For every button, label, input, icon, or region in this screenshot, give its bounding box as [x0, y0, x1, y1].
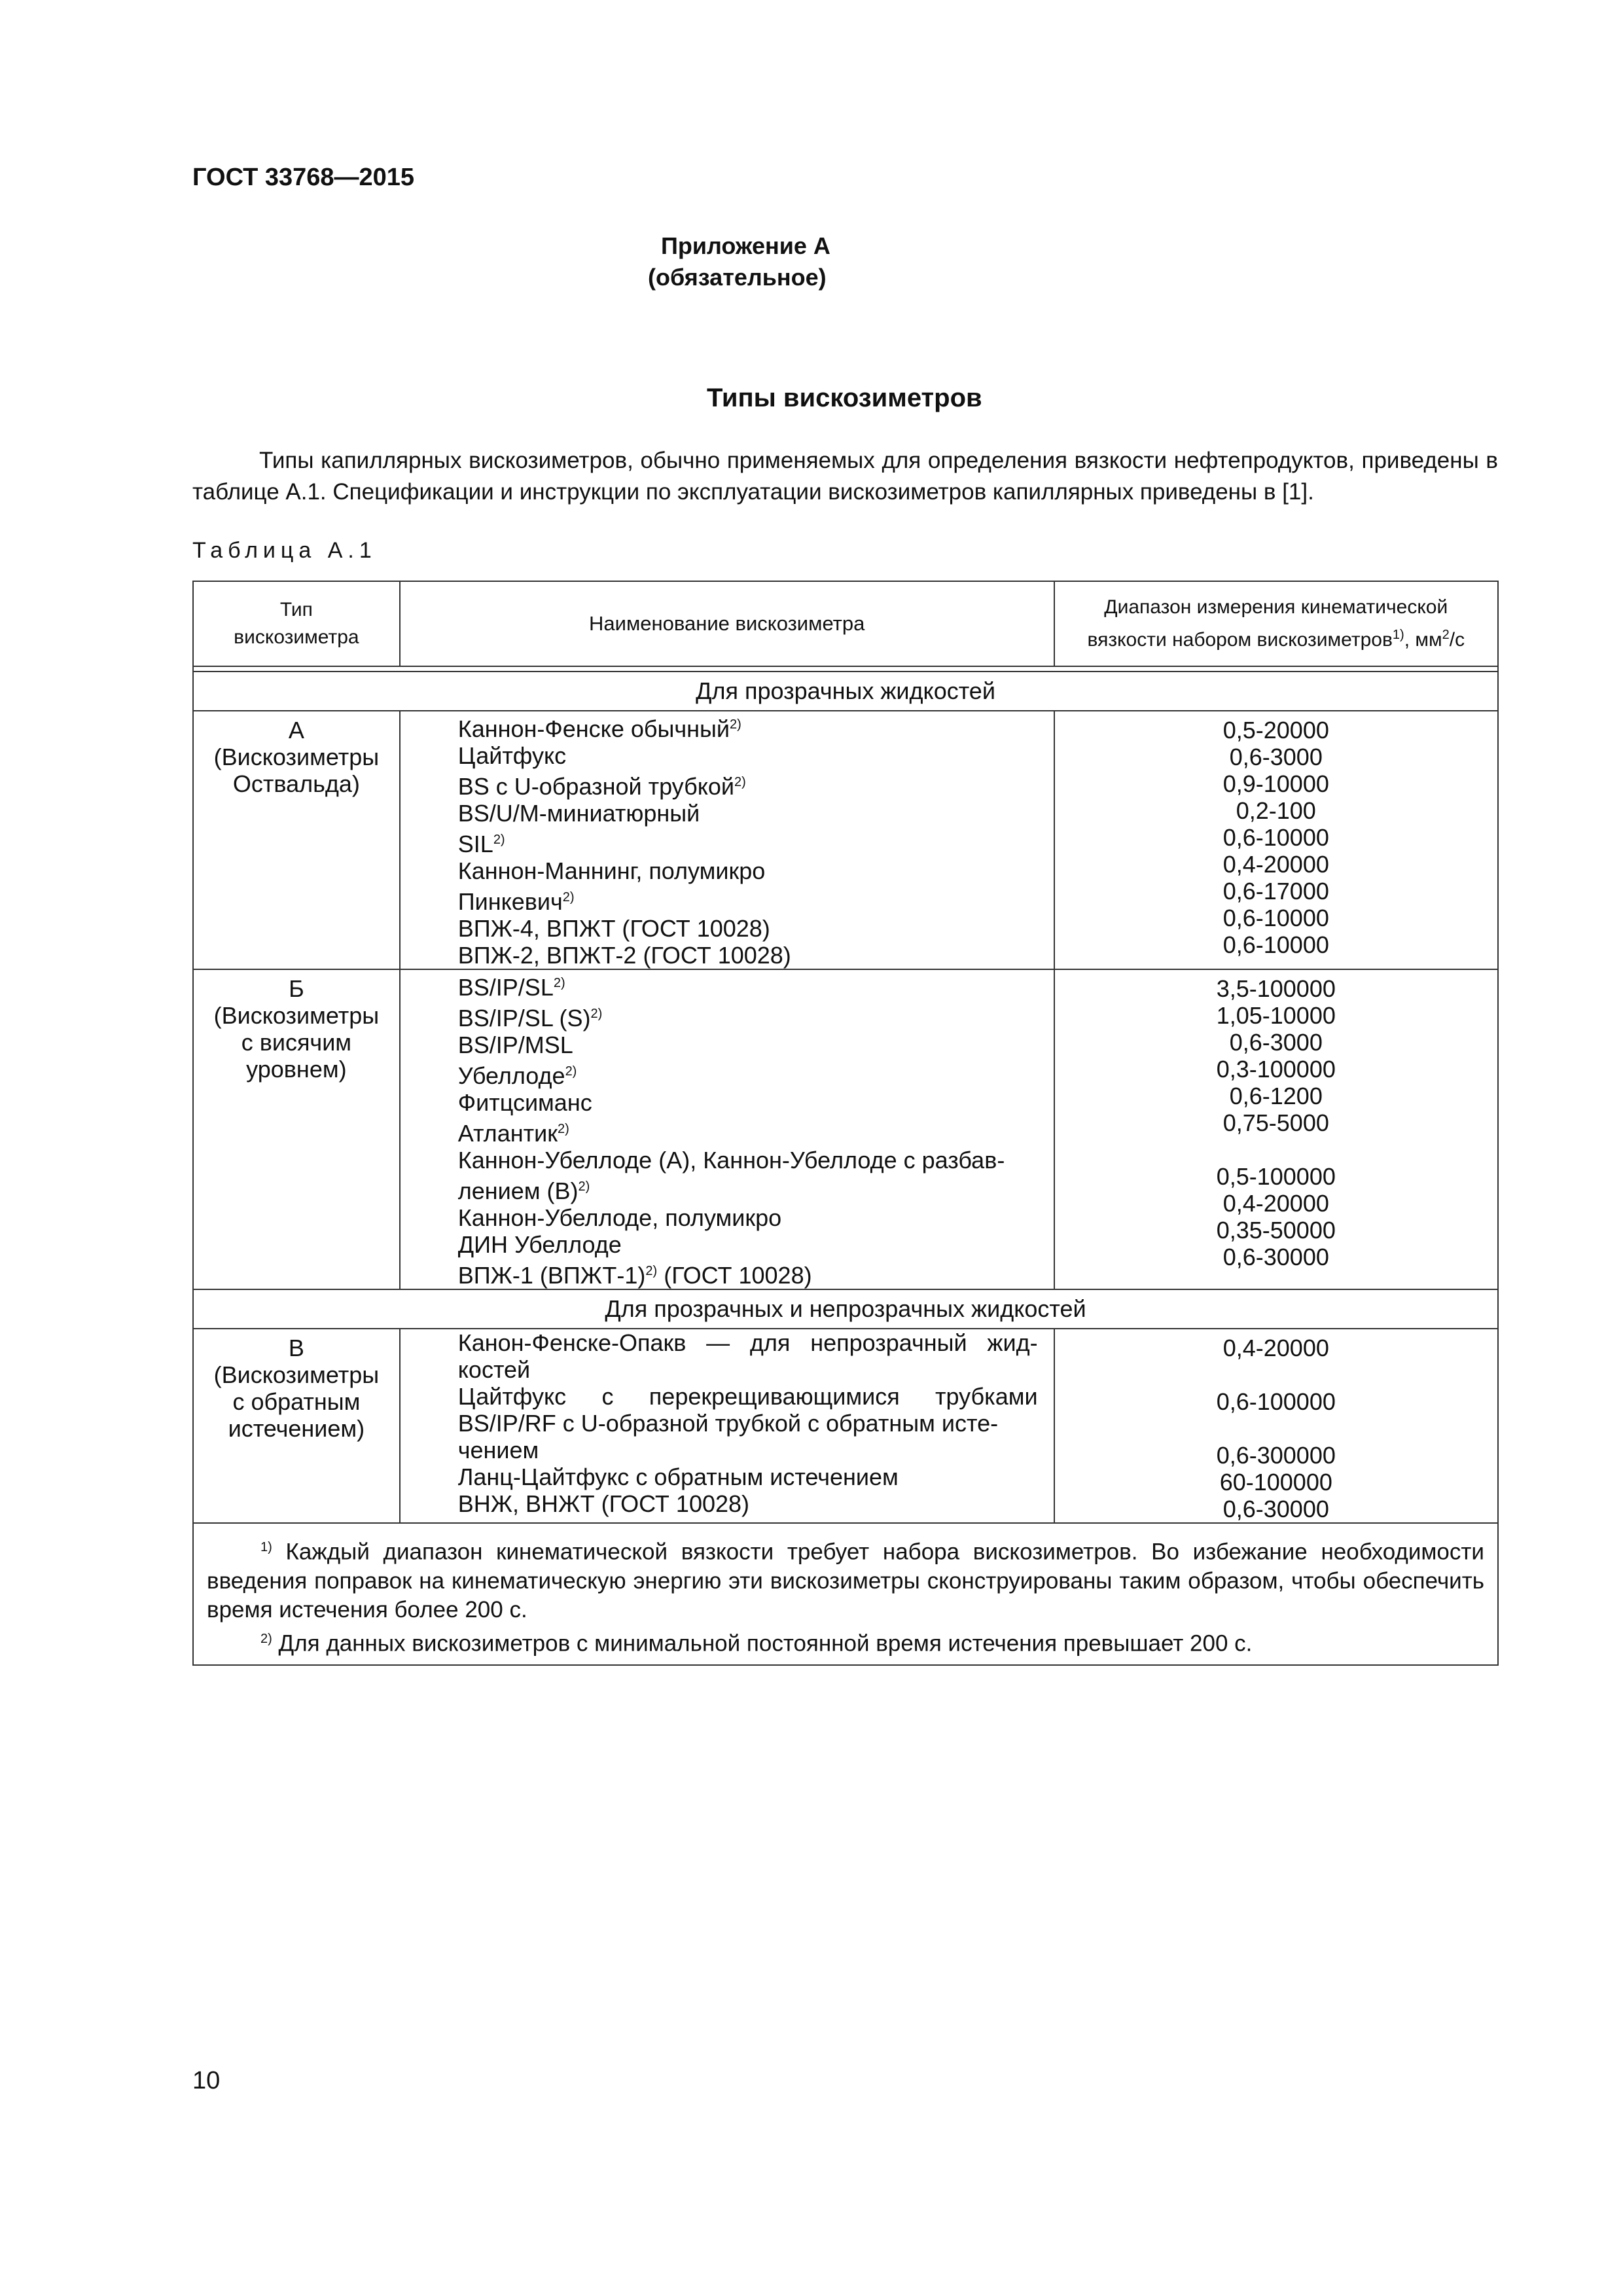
range-value: 0,5-20000: [1222, 717, 1329, 744]
viscometer-name: ВПЖ-1 (ВПЖТ-1)$^{2)}$ (ГОСТ 10028): [457, 1262, 812, 1289]
range-value: [1055, 1415, 1497, 1442]
footnote-1-mark: 1): [260, 1540, 272, 1554]
names-cell-a: [400, 711, 1054, 969]
intro-text: Типы капиллярных вискозиметров, обычно применяемых для определения вязкости нефтепродуктов, приведены в таблице А.1. Спецификации и инструкции по эксплуатации вискозиметров капиллярных приведены в [1].: [192, 448, 1498, 505]
viscometer-name: BS/IP/SL $(S)^{2)}$: [457, 1005, 603, 1031]
viscometer-table: [192, 581, 1499, 1666]
annex-heading: [0, 230, 1623, 293]
header-type: [193, 581, 400, 666]
annex-status: (обязательное): [648, 264, 827, 291]
footnote-ref: 2): [565, 1064, 577, 1079]
type-line: (Вискозиметры: [213, 744, 380, 770]
type-line: уровнем): [246, 1056, 347, 1083]
footnotes-row: [193, 1523, 1498, 1665]
table-row: [193, 711, 1498, 969]
viscometer-name: чением: [457, 1437, 539, 1463]
viscometer-name: Каннон-Фенске обычный$^{2)}$: [457, 715, 741, 742]
names-cell-c: [400, 1329, 1054, 1523]
type-line: Оствальда): [232, 770, 360, 797]
header-range: [1054, 581, 1498, 666]
header-name-text: Наименование вискозиметра: [589, 612, 865, 635]
intro-paragraph: [192, 445, 1498, 508]
type-line: истечением): [228, 1415, 365, 1442]
type-cell-a: [193, 711, 400, 969]
range-value: 0,75-5000: [1222, 1109, 1329, 1136]
footnote-1: [207, 1533, 1484, 1624]
viscometer-name: ВПЖ-2, ВПЖТ-2 (ГОСТ 10028): [457, 942, 791, 969]
range-value: 0,6-100000: [1216, 1388, 1336, 1415]
range-value: 0,6-1200: [1229, 1083, 1323, 1109]
range-value: 0,6-3000: [1229, 1029, 1323, 1056]
viscometer-name: Каннон-Убеллоде (А), Каннон-Убеллоде с разбав-: [457, 1147, 1005, 1174]
footnote-ref: 2): [493, 833, 505, 847]
viscometer-name: Каннон-Маннинг, полумикро: [457, 857, 766, 884]
table-header-row: [193, 581, 1498, 666]
viscometer-name: ВНЖ, ВНЖТ (ГОСТ 10028): [457, 1490, 750, 1517]
footnote-ref: 2): [553, 976, 565, 990]
range-value: 1,05-10000: [1216, 1002, 1336, 1029]
range-value: [1055, 1361, 1497, 1388]
footnote-2-text: Для данных вискозиметров с минимальной постоянной время истечения превышает 200 с.: [278, 1630, 1253, 1657]
type-cell-b: [193, 969, 400, 1289]
viscometer-name: BS/IP/RF с U-образной трубкой с обратным исте-: [457, 1410, 999, 1437]
section-transparent: Для прозрачных жидкостей: [193, 672, 1498, 711]
section-row: [193, 672, 1498, 711]
header-name: [400, 581, 1054, 666]
header-type-line1: Тип: [279, 599, 313, 620]
viscometer-name: Ланц-Цайтфукс с обратным истечением: [457, 1463, 899, 1490]
viscometer-name: Фитцсиманс: [457, 1089, 592, 1116]
type-line: В: [288, 1335, 304, 1361]
range-value: 0,3-100000: [1216, 1056, 1336, 1083]
range-value: 0,4-20000: [1222, 1335, 1329, 1361]
footnote-ref: 2): [590, 1007, 603, 1021]
viscometer-name: SIL$^{2)}$: [457, 831, 505, 857]
footnote-2: [207, 1624, 1484, 1659]
header-type-line2: вискозиметра: [234, 626, 359, 648]
viscometer-name: Атлантик$^{2)}$: [457, 1120, 569, 1147]
viscometer-name: ДИН Убеллоде: [457, 1231, 622, 1258]
viscometer-name: BS/IP/SL$^{2)}$: [457, 974, 565, 1001]
footnote-ref: 2): [645, 1264, 658, 1278]
section-row: [193, 1289, 1498, 1329]
range-value: 0,6-30000: [1222, 1496, 1329, 1522]
footnote-ref: 2): [734, 775, 746, 789]
range-value: 0,4-20000: [1222, 1190, 1329, 1217]
footnote-ref: 2): [557, 1122, 569, 1136]
table-label: Таблица А.1: [192, 538, 377, 563]
page-number: 10: [192, 2067, 221, 2094]
type-cell-c: [193, 1329, 400, 1523]
range-value: 0,6-300000: [1216, 1442, 1336, 1469]
viscometer-name: ВПЖ-4, ВПЖТ (ГОСТ 10028): [457, 915, 770, 942]
table-row: [193, 969, 1498, 1289]
viscometer-name: Пинкевич$^{2)}$: [457, 888, 575, 915]
range-value: 0,35-50000: [1216, 1217, 1336, 1244]
header-range-line2: вязкости набором вискозиметров$^{1)}$, $мм^2/с$: [1087, 628, 1465, 651]
ranges-cell-a: [1054, 711, 1498, 969]
section-transparent-opaque: Для прозрачных и непрозрачных жидкостей: [193, 1289, 1498, 1329]
range-value: 3,5-100000: [1216, 975, 1336, 1002]
viscometer-name: Цайтфукс: [457, 742, 567, 769]
footnote-ref: 2): [730, 717, 741, 732]
range-value: 0,6-10000: [1222, 931, 1329, 958]
table-row: [193, 1329, 1498, 1523]
range-value: 0,5-100000: [1216, 1163, 1336, 1190]
viscometer-name: костей: [457, 1356, 531, 1383]
viscometer-name: Каннон-Убеллоде, полумикро: [457, 1204, 782, 1231]
document-code: ГОСТ 33768—2015: [192, 164, 415, 191]
viscometer-name: Убеллоде$^{2)}$: [457, 1062, 577, 1089]
range-value: 0,6-17000: [1222, 878, 1329, 905]
range-value: 0,6-3000: [1229, 744, 1323, 770]
footnote-ref: 2): [578, 1179, 590, 1194]
range-value: 0,6-10000: [1222, 824, 1329, 851]
annex-title: Приложение А: [661, 232, 830, 259]
viscometer-name: Канон-Фенске-Опакв — для непрозрачный жид-: [457, 1329, 1038, 1356]
footnote-1-text: Каждый диапазон кинематической вязкости требует набора вискозиметров. Во избежание необходимости введения поправок на кинематическую энергию эти вискозиметры сконструированы таким образом, чтобы обеспечить время истечения более 200 с.: [207, 1539, 1484, 1623]
footnote-ref: 2): [562, 890, 575, 905]
ranges-cell-c: [1054, 1329, 1498, 1523]
footnote-2-mark: 2): [260, 1631, 272, 1646]
footnotes-cell: [193, 1523, 1498, 1665]
type-line: А: [288, 717, 304, 744]
names-cell-b: [400, 969, 1054, 1289]
range-value: [1055, 1136, 1497, 1163]
type-line: с обратным: [232, 1388, 361, 1415]
viscometer-name: Цайтфукс с перекрещивающимися трубками: [457, 1383, 1038, 1410]
range-value: 0,9-10000: [1222, 770, 1329, 797]
range-value: 0,6-30000: [1222, 1244, 1329, 1270]
header-range-line1: Диапазон измерения кинематической: [1104, 596, 1448, 618]
ranges-cell-b: [1054, 969, 1498, 1289]
viscometer-name: BS/U/M-миниатюрный: [457, 800, 700, 827]
viscometer-name: BS с U-образной трубкой$^{2)}$: [457, 773, 746, 800]
type-line: с висячим: [241, 1029, 352, 1056]
range-value: 0,4-20000: [1222, 851, 1329, 878]
section-title: Типы вискозиметров: [707, 384, 982, 412]
viscometer-name: лением $(В)^{2)}$: [457, 1177, 590, 1204]
viscometer-name: BS/IP/MSL: [457, 1031, 573, 1058]
range-value: 0,2-100: [1236, 797, 1316, 824]
type-line: (Вискозиметры: [213, 1361, 380, 1388]
range-value: 0,6-10000: [1222, 905, 1329, 931]
range-value: 60-100000: [1219, 1469, 1332, 1496]
type-line: Б: [289, 975, 304, 1002]
type-line: (Вискозиметры: [213, 1002, 380, 1029]
